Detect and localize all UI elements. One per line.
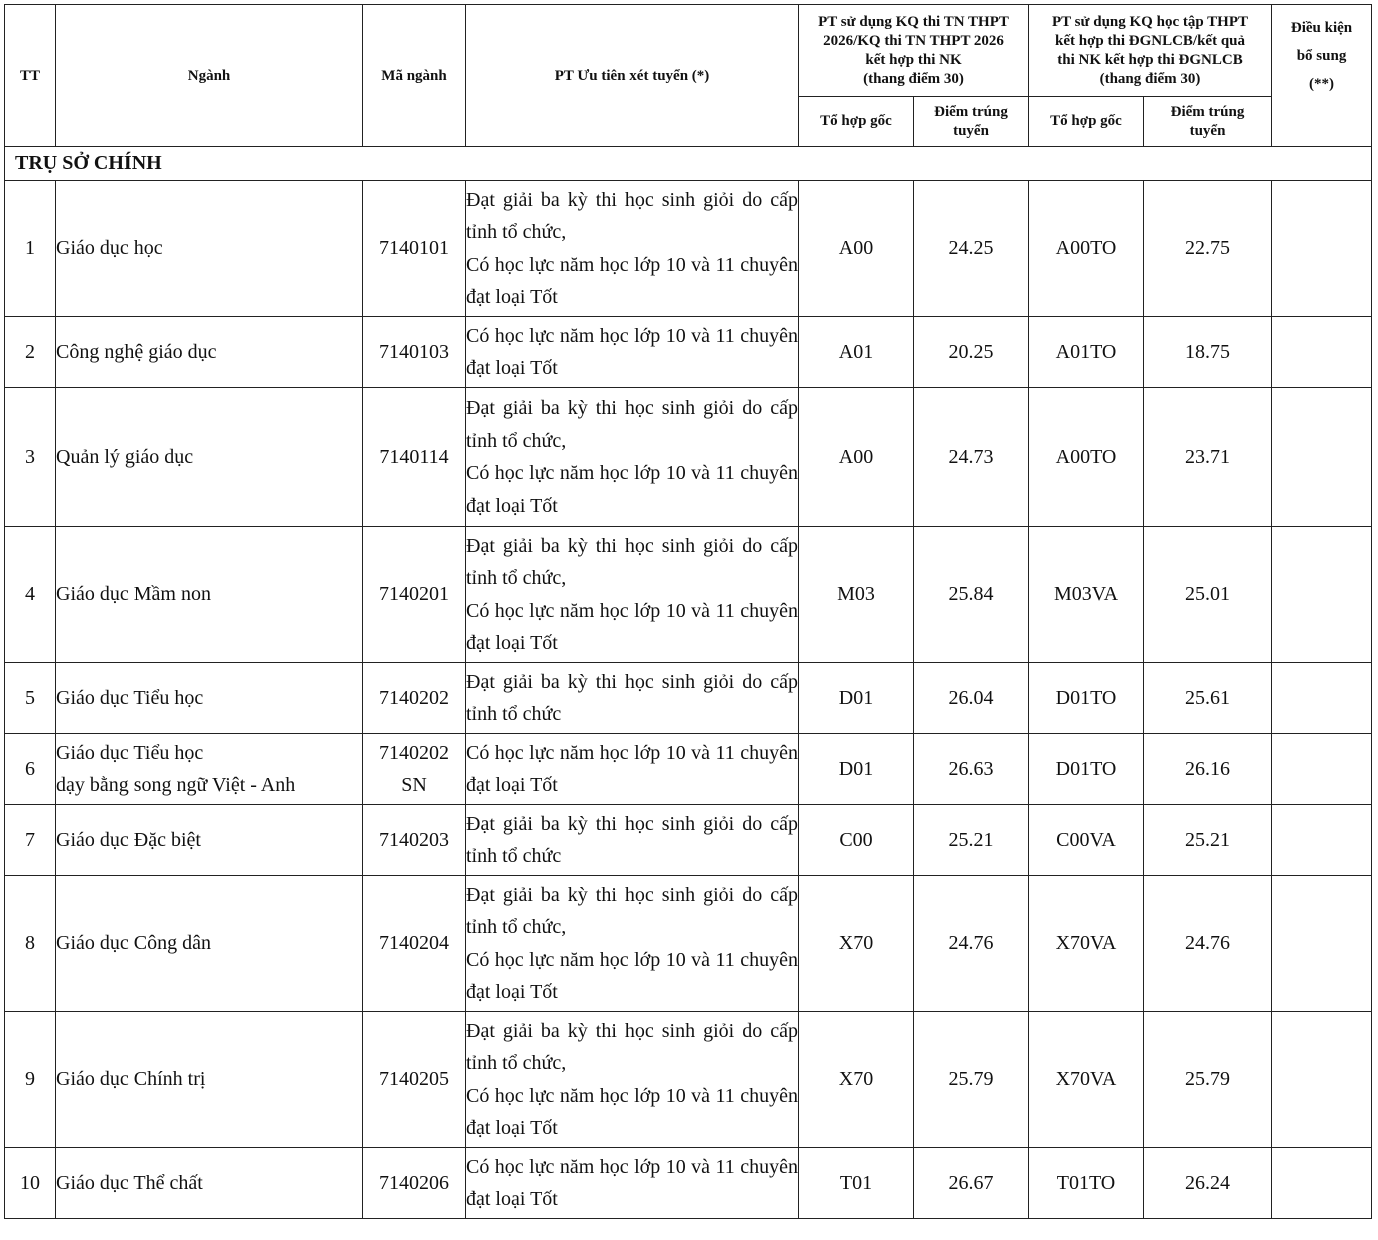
- nganh-line: Giáo dục Thể chất: [56, 1171, 203, 1194]
- cell-dieu-kien: [1272, 388, 1372, 527]
- cell-ma-nganh: [363, 181, 466, 317]
- cell-diem-trung-tuyen-2: 25.61: [1144, 663, 1272, 734]
- cell-diem-trung-tuyen-1: 26.67: [914, 1148, 1029, 1219]
- ma-line: 7140202: [379, 741, 449, 764]
- cell-diem-trung-tuyen-2: 23.71: [1144, 388, 1272, 527]
- cell-ma-nganh: [363, 663, 466, 734]
- nganh-line: Giáo dục Công dân: [56, 932, 211, 955]
- nganh-line: Giáo dục học: [56, 237, 163, 260]
- cell-tt: 7: [5, 805, 56, 876]
- cell-diem-trung-tuyen-2: 25.79: [1144, 1012, 1272, 1148]
- cell-ma-nganh: [363, 1012, 466, 1148]
- ma-line: 7140203: [379, 828, 449, 851]
- ma-line: 7140202: [379, 686, 449, 709]
- col-header-diem-2: [1144, 97, 1272, 147]
- cell-diem-trung-tuyen-2: 25.21: [1144, 805, 1272, 876]
- diem-header-line: tuyển: [1189, 122, 1226, 139]
- cell-diem-trung-tuyen-1: 24.25: [914, 181, 1029, 317]
- cell-diem-trung-tuyen-2: 26.24: [1144, 1148, 1272, 1219]
- group1-line: kết hợp thi NK: [865, 51, 962, 68]
- cell-pt-uu-tien: [466, 805, 799, 876]
- cell-pt-uu-tien: [466, 1148, 799, 1219]
- ma-line: 7140101: [379, 237, 449, 260]
- col-header-group-thpt-exam: [799, 5, 1029, 97]
- cell-to-hop-goc-2: X70VA: [1029, 876, 1144, 1012]
- cell-to-hop-goc-2: C00VA: [1029, 805, 1144, 876]
- table-row: [5, 663, 1372, 734]
- diem-header-line: tuyển: [953, 122, 989, 139]
- cell-tt: 10: [5, 1148, 56, 1219]
- cell-diem-trung-tuyen-1: 24.76: [914, 876, 1029, 1012]
- ma-line: 7140103: [379, 340, 449, 363]
- group1-line: (thang điểm 30): [863, 70, 964, 87]
- cell-nganh: [56, 388, 363, 527]
- cell-nganh: [56, 663, 363, 734]
- col-header-ma-nganh: Mã ngành: [363, 5, 466, 147]
- admission-scores-table: [4, 4, 1372, 1219]
- nganh-line: Giáo dục Tiểu học: [56, 686, 204, 709]
- group2-line: kết hợp thi ĐGNLCB/kết quả: [1055, 32, 1246, 49]
- prio-line: Có học lực năm học lớp 10 và 11 chuyên đạt loại Tốt: [466, 741, 798, 796]
- cell-diem-trung-tuyen-2: 25.01: [1144, 527, 1272, 663]
- col-header-to-hop-goc-1: Tổ hợp gốc: [799, 97, 914, 147]
- group1-line: 2026/KQ thi TN THPT 2026: [823, 32, 1004, 49]
- prio-line: Có học lực năm học lớp 10 và 11 chuyên đạt loại Tốt: [466, 948, 798, 1003]
- ma-line: 7140205: [379, 1068, 449, 1091]
- cell-diem-trung-tuyen-1: 24.73: [914, 388, 1029, 527]
- cell-diem-trung-tuyen-2: 24.76: [1144, 876, 1272, 1012]
- cell-to-hop-goc-1: X70: [799, 1012, 914, 1148]
- prio-line: Có học lực năm học lớp 10 và 11 chuyên đạt loại Tốt: [466, 1155, 798, 1210]
- col-header-nganh: Ngành: [56, 5, 363, 147]
- prio-line: Đạt giải ba kỳ thi học sinh giỏi do cấp tỉnh tổ chức,: [466, 534, 798, 589]
- cell-diem-trung-tuyen-2: 26.16: [1144, 734, 1272, 805]
- ma-line: 7140206: [379, 1171, 449, 1194]
- nganh-line: dạy bằng song ngữ Việt - Anh: [56, 774, 296, 796]
- cell-to-hop-goc-1: A00: [799, 388, 914, 527]
- cell-tt: 4: [5, 527, 56, 663]
- cell-pt-uu-tien: [466, 388, 799, 527]
- nganh-line: Giáo dục Chính trị: [56, 1068, 206, 1091]
- cell-to-hop-goc-1: M03: [799, 527, 914, 663]
- table-row: [5, 876, 1372, 1012]
- nganh-line: Giáo dục Đặc biệt: [56, 828, 201, 851]
- cell-dieu-kien: [1272, 1148, 1372, 1219]
- cell-dieu-kien: [1272, 181, 1372, 317]
- cell-dieu-kien: [1272, 734, 1372, 805]
- table-row: [5, 317, 1372, 388]
- col-header-pt-uu-tien: PT Ưu tiên xét tuyển (*): [466, 5, 799, 147]
- ma-line: 7140201: [379, 583, 449, 606]
- prio-line: Đạt giải ba kỳ thi học sinh giỏi do cấp tỉnh tổ chức,: [466, 883, 798, 938]
- cell-pt-uu-tien: [466, 663, 799, 734]
- table-row: [5, 1148, 1372, 1219]
- cell-to-hop-goc-2: M03VA: [1029, 527, 1144, 663]
- cell-nganh: [56, 876, 363, 1012]
- cell-to-hop-goc-2: T01TO: [1029, 1148, 1144, 1219]
- cell-diem-trung-tuyen-2: 18.75: [1144, 317, 1272, 388]
- prio-line: Đạt giải ba kỳ thi học sinh giỏi do cấp tỉnh tổ chức,: [466, 1019, 798, 1074]
- cell-to-hop-goc-1: C00: [799, 805, 914, 876]
- cell-to-hop-goc-2: X70VA: [1029, 1012, 1144, 1148]
- cell-ma-nganh: [363, 388, 466, 527]
- cell-dieu-kien: [1272, 527, 1372, 663]
- prio-line: Có học lực năm học lớp 10 và 11 chuyên đạt loại Tốt: [466, 462, 798, 517]
- cell-nganh: [56, 1148, 363, 1219]
- cell-to-hop-goc-2: A00TO: [1029, 388, 1144, 527]
- cell-tt: 6: [5, 734, 56, 805]
- cell-ma-nganh: [363, 805, 466, 876]
- cell-to-hop-goc-2: D01TO: [1029, 663, 1144, 734]
- prio-line: Đạt giải ba kỳ thi học sinh giỏi do cấp tỉnh tổ chức,: [466, 188, 798, 243]
- col-header-to-hop-goc-2: Tổ hợp gốc: [1029, 97, 1144, 147]
- cell-to-hop-goc-1: X70: [799, 876, 914, 1012]
- nganh-line: Quản lý giáo dục: [56, 445, 194, 468]
- dieu-kien-line: (**): [1309, 75, 1335, 92]
- diem-header-line: Điểm trúng: [934, 103, 1008, 120]
- col-header-diem-1: [914, 97, 1029, 147]
- nganh-line: Giáo dục Mầm non: [56, 583, 211, 606]
- cell-ma-nganh: [363, 527, 466, 663]
- cell-nganh: [56, 1012, 363, 1148]
- cell-diem-trung-tuyen-1: 25.21: [914, 805, 1029, 876]
- nganh-line: Công nghệ giáo dục: [56, 340, 217, 363]
- cell-tt: 3: [5, 388, 56, 527]
- table-row: [5, 527, 1372, 663]
- cell-dieu-kien: [1272, 1012, 1372, 1148]
- prio-line: Đạt giải ba kỳ thi học sinh giỏi do cấp tỉnh tổ chức,: [466, 397, 798, 452]
- prio-line: Có học lực năm học lớp 10 và 11 chuyên đạt loại Tốt: [466, 324, 798, 379]
- prio-line: Có học lực năm học lớp 10 và 11 chuyên đạt loại Tốt: [466, 599, 798, 654]
- table-row: [5, 1012, 1372, 1148]
- cell-to-hop-goc-1: A01: [799, 317, 914, 388]
- prio-line: Có học lực năm học lớp 10 và 11 chuyên đạt loại Tốt: [466, 253, 798, 308]
- prio-line: Có học lực năm học lớp 10 và 11 chuyên đạt loại Tốt: [466, 1084, 798, 1139]
- cell-to-hop-goc-2: A00TO: [1029, 181, 1144, 317]
- col-header-tt: TT: [5, 5, 56, 147]
- cell-dieu-kien: [1272, 663, 1372, 734]
- cell-dieu-kien: [1272, 805, 1372, 876]
- prio-line: Đạt giải ba kỳ thi học sinh giỏi do cấp tỉnh tổ chức: [466, 670, 798, 725]
- cell-diem-trung-tuyen-1: 25.79: [914, 1012, 1029, 1148]
- table-row: [5, 181, 1372, 317]
- cell-to-hop-goc-1: A00: [799, 181, 914, 317]
- section-row: [5, 147, 1372, 181]
- cell-to-hop-goc-2: A01TO: [1029, 317, 1144, 388]
- cell-tt: 8: [5, 876, 56, 1012]
- cell-pt-uu-tien: [466, 527, 799, 663]
- diem-header-line: Điểm trúng: [1170, 103, 1245, 120]
- prio-line: Đạt giải ba kỳ thi học sinh giỏi do cấp tỉnh tổ chức: [466, 812, 798, 867]
- cell-diem-trung-tuyen-1: 25.84: [914, 527, 1029, 663]
- group2-line: thi NK kết hợp thi ĐGNLCB: [1057, 51, 1243, 68]
- dieu-kien-line: bổ sung: [1296, 47, 1347, 64]
- cell-pt-uu-tien: [466, 1012, 799, 1148]
- group2-line: PT sử dụng KQ học tập THPT: [1052, 13, 1249, 30]
- cell-to-hop-goc-2: D01TO: [1029, 734, 1144, 805]
- cell-tt: 1: [5, 181, 56, 317]
- cell-tt: 5: [5, 663, 56, 734]
- cell-pt-uu-tien: [466, 317, 799, 388]
- col-header-group-academic-record: [1029, 5, 1272, 97]
- cell-dieu-kien: [1272, 317, 1372, 388]
- cell-diem-trung-tuyen-2: 22.75: [1144, 181, 1272, 317]
- header-row: [5, 5, 1372, 97]
- cell-to-hop-goc-1: T01: [799, 1148, 914, 1219]
- section-title: TRỤ SỞ CHÍNH: [5, 147, 1372, 181]
- cell-nganh: [56, 805, 363, 876]
- group2-line: (thang điểm 30): [1099, 70, 1201, 87]
- col-header-dieu-kien: [1272, 5, 1372, 147]
- cell-to-hop-goc-1: D01: [799, 663, 914, 734]
- cell-ma-nganh: [363, 317, 466, 388]
- cell-to-hop-goc-1: D01: [799, 734, 914, 805]
- ma-line: 7140204: [379, 932, 449, 955]
- nganh-line: Giáo dục Tiểu học: [56, 741, 204, 764]
- cell-pt-uu-tien: [466, 734, 799, 805]
- table-row: [5, 734, 1372, 805]
- cell-pt-uu-tien: [466, 876, 799, 1012]
- cell-diem-trung-tuyen-1: 26.63: [914, 734, 1029, 805]
- table-row: [5, 805, 1372, 876]
- cell-dieu-kien: [1272, 876, 1372, 1012]
- cell-diem-trung-tuyen-1: 26.04: [914, 663, 1029, 734]
- cell-nganh: [56, 317, 363, 388]
- cell-nganh: [56, 181, 363, 317]
- ma-line: SN: [401, 774, 427, 796]
- cell-nganh: [56, 527, 363, 663]
- cell-pt-uu-tien: [466, 181, 799, 317]
- cell-ma-nganh: [363, 734, 466, 805]
- dieu-kien-line: Điều kiện: [1290, 19, 1353, 36]
- cell-tt: 9: [5, 1012, 56, 1148]
- cell-ma-nganh: [363, 876, 466, 1012]
- cell-nganh: [56, 734, 363, 805]
- cell-tt: 2: [5, 317, 56, 388]
- ma-line: 7140114: [379, 445, 449, 468]
- group1-line: PT sử dụng KQ thi TN THPT: [818, 13, 1009, 30]
- cell-ma-nganh: [363, 1148, 466, 1219]
- table-row: [5, 388, 1372, 527]
- cell-diem-trung-tuyen-1: 20.25: [914, 317, 1029, 388]
